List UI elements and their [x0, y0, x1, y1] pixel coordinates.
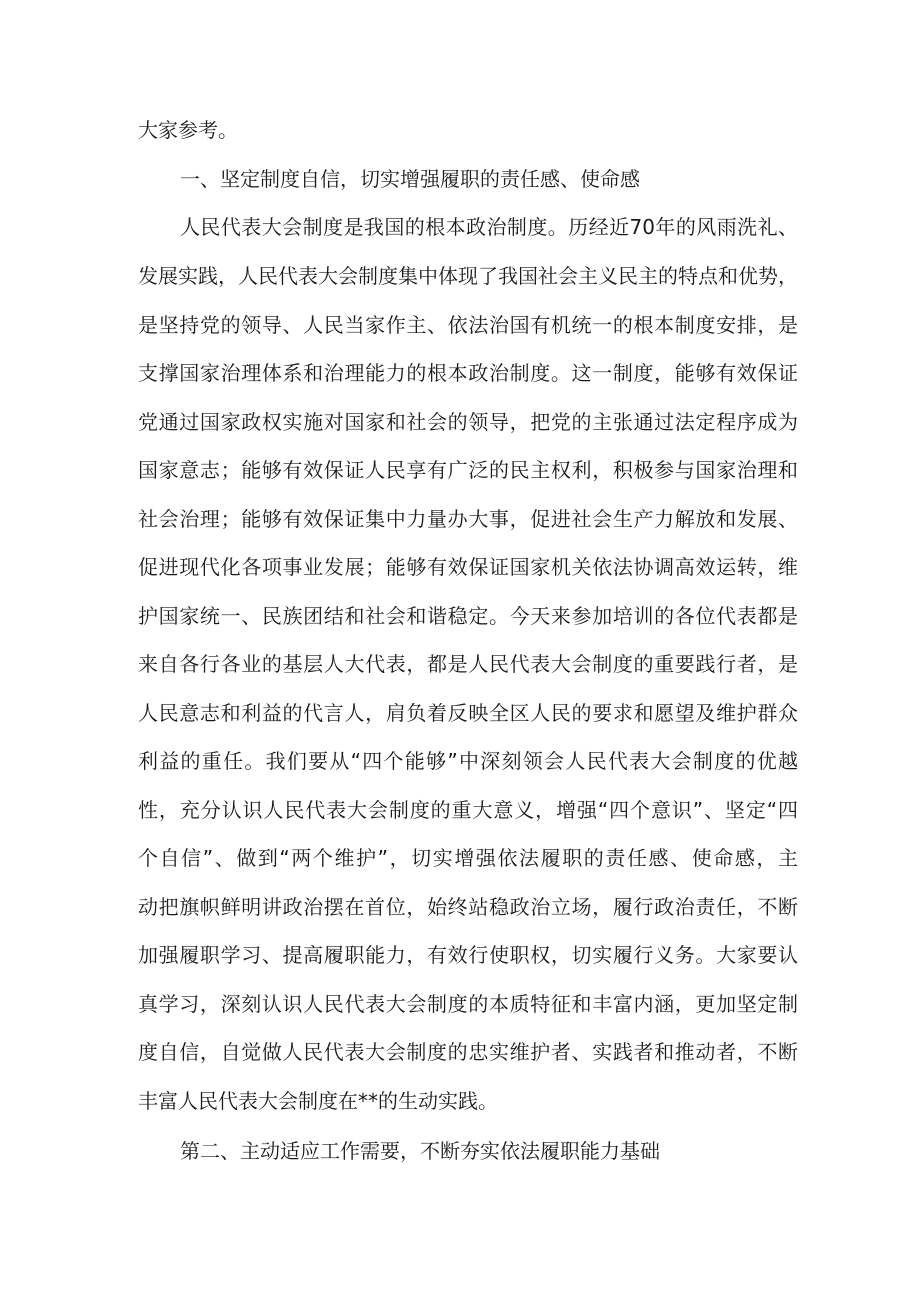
paragraph-line: 度自信，自觉做人民代表大会制度的忠实维护者、实践者和推动者，不断	[138, 1040, 798, 1064]
paragraph-line: 发展实践，人民代表大会制度集中体现了我国社会主义民主的特点和优势，	[138, 264, 798, 288]
paragraph-line: 动把旗帜鲜明讲政治摆在首位，始终站稳政治立场，履行政治责任，不断	[138, 895, 798, 919]
paragraph-line: 人民代表大会制度是我国的根本政治制度。历经近70年的风雨洗礼、	[180, 215, 798, 239]
paragraph-line: 丰富人民代表大会制度在**的生动实践。	[138, 1089, 498, 1113]
paragraph-line: 来自各行各业的基层人大代表，都是人民代表大会制度的重要践行者，是	[138, 652, 798, 676]
paragraph-line: 加强履职学习、提高履职能力，有效行使职权，切实履行义务。大家要认	[138, 943, 798, 967]
paragraph-line: 人民意志和利益的代言人，肩负着反映全区人民的要求和愿望及维护群众	[138, 701, 798, 725]
paragraph-line: 个自信”、做到“两个维护”，切实增强依法履职的责任感、使命感，主	[138, 846, 798, 870]
paragraph-line: 国家意志；能够有效保证人民享有广泛的民主权利，积极参与国家治理和	[138, 458, 798, 482]
section-one-heading: 一、坚定制度自信，切实增强履职的责任感、使命感	[180, 167, 640, 191]
paragraph-line: 真学习，深刻认识人民代表大会制度的本质特征和丰富内涵，更加坚定制	[138, 992, 798, 1016]
paragraph-line: 利益的重任。我们要从“四个能够”中深刻领会人民代表大会制度的优越	[138, 749, 798, 773]
section-two-heading: 第二、主动适应工作需要，不断夯实依法履职能力基础	[180, 1139, 660, 1163]
paragraph-line: 党通过国家政权实施对国家和社会的领导，把党的主张通过法定程序成为	[138, 410, 798, 434]
paragraph-line: 性，充分认识人民代表大会制度的重大意义，增强“四个意识”、坚定“四	[138, 798, 798, 822]
paragraph-line: 支撑国家治理体系和治理能力的根本政治制度。这一制度，能够有效保证	[138, 361, 798, 385]
paragraph-line: 社会治理；能够有效保证集中力量办大事，促进社会生产力解放和发展、	[138, 507, 798, 531]
intro-tail-line: 大家参考。	[138, 118, 238, 142]
paragraph-line: 护国家统一、民族团结和社会和谐稳定。今天来参加培训的各位代表都是	[138, 604, 798, 628]
paragraph-line: 是坚持党的领导、人民当家作主、依法治国有机统一的根本制度安排，是	[138, 313, 798, 337]
paragraph-line: 促进现代化各项事业发展；能够有效保证国家机关依法协调高效运转，维	[138, 555, 798, 579]
